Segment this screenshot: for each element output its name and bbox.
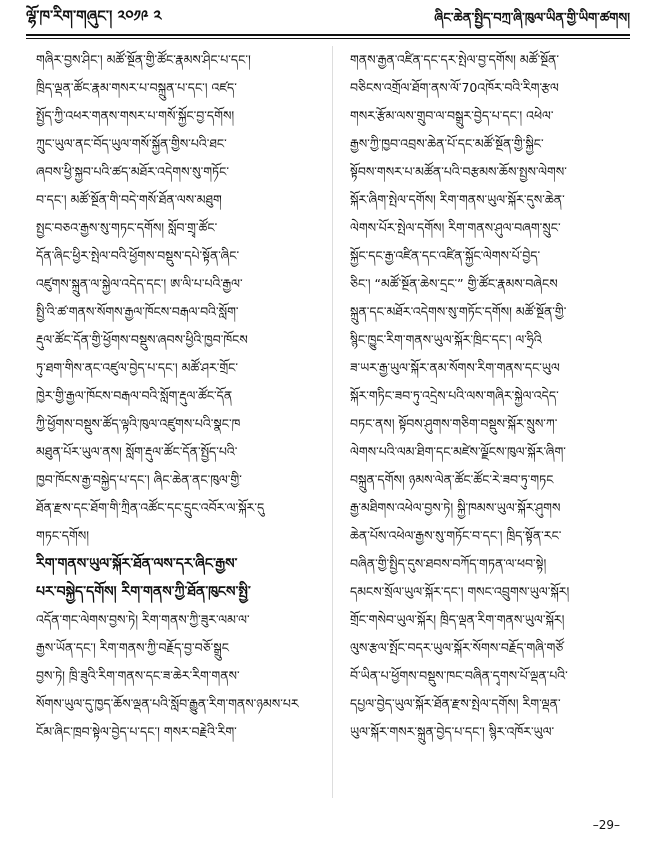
text-line: འདོན་གང་ལེགས་བྱས་ཏེ། རིག་གནས་ཀྱི་ཟུར་ལམ་ལ་ [36, 612, 250, 627]
section-heading-line: རིག་གནས་ཡུལ་སྐོར་ཐོན་ལས་དར་ཞིང་རྒྱས་ [36, 556, 238, 572]
text-line: གསར་རྩོམ་ལས་གྲུབ་ལ་བསྒྲུར་བྱེད་པ་དང་། འཕེལ་ [350, 108, 554, 123]
text-line: སྐོར་གཏིང་ཟབ་ཏུ་འདྲེས་པའི་ལས་གཞིར་སྐྱེལ་འདེད་ [350, 388, 559, 403]
text-line: སྟོབས་གསར་པ་མཚོན་པའི་བརྩམས་ཆོས་སྤྱས་ལེགས་ [350, 164, 567, 179]
text-line: ཁྱབ་ཁོངས་རྒྱ་བསྐྱེད་པ་དང་། ཞིང་ཆེན་ནང་ཁུལ་གྱི་ [36, 472, 242, 487]
text-line: ལེགས་པའི་ལམ་ཐིག་དང་མཛེས་ལྗོངས་ཁུལ་སྐོར་ཞིག་ [350, 444, 566, 459]
article-title: ཞིང་ཆེན་སྤྱིད་བཀྲ་ཞི་ཁུལ་ཡིན་གྱི་ཡིག་ཚགས། [434, 10, 630, 26]
text-line: རྡུལ་ཚོང་དོན་གྱི་ཕྱོགས་བསྡུས་ཞབས་ཕྱིའི་ཁྱབ་ཁོངས [36, 332, 248, 347]
text-line: སྙིང་ཁྱུང་རིག་གནས་ཡུལ་སྐོར་ཁྲིང་དང་། ལ་ཧྲིའི [350, 332, 542, 347]
journal-title: ལྷོ་ཁ་རིག་གཞུང་། ༢༠༡༩ ༢ [26, 7, 162, 25]
text-line: སྐྱོང་དང་རྒྱ་འཛིན་དང་འཛིན་སྐྱོང་ལེགས་པོ་བྱེད་ [350, 248, 541, 263]
page-number: –29– [592, 818, 620, 832]
text-line: བཞིན་གྱི་སྤྱིད་དུས་ཐབས་བཀོད་གཏན་ལ་ཕབ་སྟེ། [350, 556, 547, 571]
text-line: བྱས་ཏེ། ཁྲི་ཟུའི་རིག་གནས་དང་ཟ་ཆེར་རིག་གནས་ [36, 668, 240, 683]
text-line: སྤྱང་བཅའ་རྒྱས་སུ་གཏང་དགོས། སློབ་གྲྭ་ཚོང་ [36, 220, 218, 235]
right-text-column [350, 46, 628, 746]
text-line: ལུས་རྩལ་སྤོང་བདར་ཡུལ་སྐོར་སོགས་བརྗོད་གཞི་གཙོ [350, 640, 564, 655]
text-line: མཐུན་པོར་ཡུལ་ནས། སློག་རྡུལ་ཚོང་དོན་སྤྱོད་པའི་ [36, 444, 238, 459]
text-line: རྒྱ་མཐིགས་འཕེལ་བྱས་ཏེ། སྐྱི་ཁམས་ཡུལ་སྐོར་ཤུགས [350, 500, 561, 515]
text-line: ཡུལ་སྐོར་གསར་སྐྲུན་བྱེད་པ་དང་། སྙིར་འཁོར་ཡུལ་ [350, 724, 555, 739]
text-line: བ་དང་། མཚོ་སྔོན་གི་བདེ་གསོ་ཐོན་ལས་མཐུག [36, 192, 222, 207]
text-line: བསྐྲུན་དགོས། ཉམས་ལེན་ཚོང་ཚོང་རེ་ཟབ་ཏུ་གཏང [350, 472, 554, 487]
text-line: ཆེན་པོས་འཕེལ་རྒྱས་སུ་གཏོང་བ་དང་། ཁྲིད་སྟོན་རང་ [350, 528, 562, 543]
column-gutter [332, 46, 333, 798]
text-line: གནས་རྒྱན་འཛིན་དང་དར་སྤེལ་བྱ་དགོས། མཚོ་སྔོན་ [350, 52, 559, 67]
text-line: རྒྱས་ཀྱི་ཁྱབ་འབྲས་ཆེན་པོ་དང་མཚོ་སྔོན་གྱི་སྐྱིང་ [350, 136, 544, 151]
left-text-column [36, 46, 314, 746]
text-line: ཅིང་། “མཚོ་སྔོན་ཆེས་དྲང་” གྱི་ཚོང་རྣམས་བཞེངས [350, 276, 558, 291]
text-line: གཞིར་བྱས་ཤིང་། མཚོ་སྔོན་གྱི་ཚོང་རྣམས་ཤིང་པ་དང་། [36, 52, 251, 67]
text-line: གཏང་དགོས། [36, 528, 89, 543]
text-line: ཏུ་ཐག་གིས་ནང་འཛུལ་བྱེད་པ་དང་། མཚོ་ཤར་གྲོང་ [36, 360, 239, 375]
text-line: དམངས་སྲོལ་ཡུལ་སྐོར་དང་། གསང་འབྲུགས་ཡུལ་སྐོར། [350, 584, 570, 599]
text-line: ཐོན་རྫས་དང་ཐོག་གི་ཀྲིན་འཚོང་དང་དྲུང་འབོར་ལ་སྐོར་དུ [36, 500, 265, 515]
text-line: ཁྲིད་ལྡན་ཚོང་རྣམ་གསར་པ་བསྐྲུན་པ་དང་། འཛད་ [36, 80, 237, 95]
text-line: ཁྱེར་གྱི་རྒྱལ་ཁོངས་བརྒལ་བའི་སློག་རྡུལ་ཚོང་དོན [36, 388, 233, 403]
text-line: གྲོང་གསེབ་ཡུལ་སྐོར། ཁྲིད་ལྡན་རིག་གནས་ཡུལ་སྐོར། [350, 612, 565, 627]
text-line: ཀྲུང་ཡུལ་ནང་བོད་ཡུལ་གསོ་སྐྱོན་གྱིས་པའི་ཐང་ [36, 136, 227, 151]
running-header [26, 8, 630, 34]
text-line: སྐྲུན་དང་མཐོར་འདེགས་སུ་གཏོང་དགོས། མཚོ་སྔོན་གྱི་ [350, 304, 567, 319]
text-line: ཟ་ཡར་རྒྱ་ཡུལ་སྐོར་ནམ་སོགས་རིག་གནས་དང་ཡུལ [350, 360, 560, 375]
text-line: སྤྱི་འི་ཚ་གནས་སོགས་རྒྱལ་ཁོངས་བརྒལ་བའི་སློག་ [36, 304, 239, 319]
text-line: ངོམ་ཞིང་ཁྲབ་སྟེལ་བྱེད་པ་དང་། གསར་བརྗེའི་རིག་ [36, 724, 237, 739]
header-rule-thick [26, 34, 630, 36]
text-line: འཛུགས་སྐྲུན་ལ་སྐྱེལ་འདེད་དང་། ཨ་ལི་པ་པའི་རྒྱལ་ [36, 276, 243, 291]
text-line: དོན་ཞིང་ཕྱིར་སྤེལ་བའི་ཕྱོགས་བསྡུས་དཔེ་སྟོན་ཞིང་ [36, 248, 240, 263]
text-line: ལེགས་པོར་སྤེལ་དགོས། རིག་གནས་ཤུལ་བཞག་སྲུང་ [350, 220, 561, 235]
text-line: རྒྱས་ཡོན་དང་། རིག་གནས་ཀྱི་བརྗོད་བྱ་བཅོ་སྒྲུང [36, 640, 229, 655]
text-line: ཞབས་ཕྱི་སྐྱབ་པའི་ཚད་མཐོར་འདེགས་སུ་གཏོང་ [36, 164, 229, 179]
text-line: བོ་ཡིན་པ་ཕྱོགས་བསྡུས་ཁང་བཞིན་དྭགས་པོ་ལྡན་པའི་ [350, 668, 568, 683]
section-heading-line: པར་བསྐྱེད་དགོས། རིག་གནས་ཀྱི་ཐོན་ཁུངས་སྤྱི་ [36, 584, 251, 600]
text-line: དཔྱལ་བྱེད་ཡུལ་སྐོར་ཐོན་རྫས་སྤེལ་དགོས། རིག་ལྡན་ [350, 696, 561, 711]
text-line: སྐོར་ཞིག་སྤེལ་དགོས། རིག་གནས་ཡུལ་སྐོར་དུས་ཆེན་ [350, 192, 565, 207]
text-line: སྤྱོད་ཀྱི་འཕར་གནས་གསར་པ་གསོ་སྐྱོང་བྱ་དགོས། [36, 108, 235, 123]
header-rule-thin [26, 38, 630, 39]
text-line: བཏང་ནས། སྟོབས་ཤུགས་གཅིག་བསྡུས་སྐོར་སྲུས་ཀ་ [350, 416, 558, 431]
text-line: ཀྱི་ཕྱོགས་བསྡུས་ཚོད་ལྟའི་ཁུལ་འཛུགས་པའི་སྣང་ཁ [36, 416, 241, 431]
text-line: བཅིངས་འགྲོལ་ཐོག་ནས་ལོ་70འཁོར་བའི་རིག་རྩལ [350, 80, 559, 95]
text-line: སོགས་ཡུལ་དུ་ཁྱད་ཆོས་ལྡན་པའི་སློབ་རྒྱུན་རིག་གནས་ཉམས་པར [36, 696, 299, 711]
